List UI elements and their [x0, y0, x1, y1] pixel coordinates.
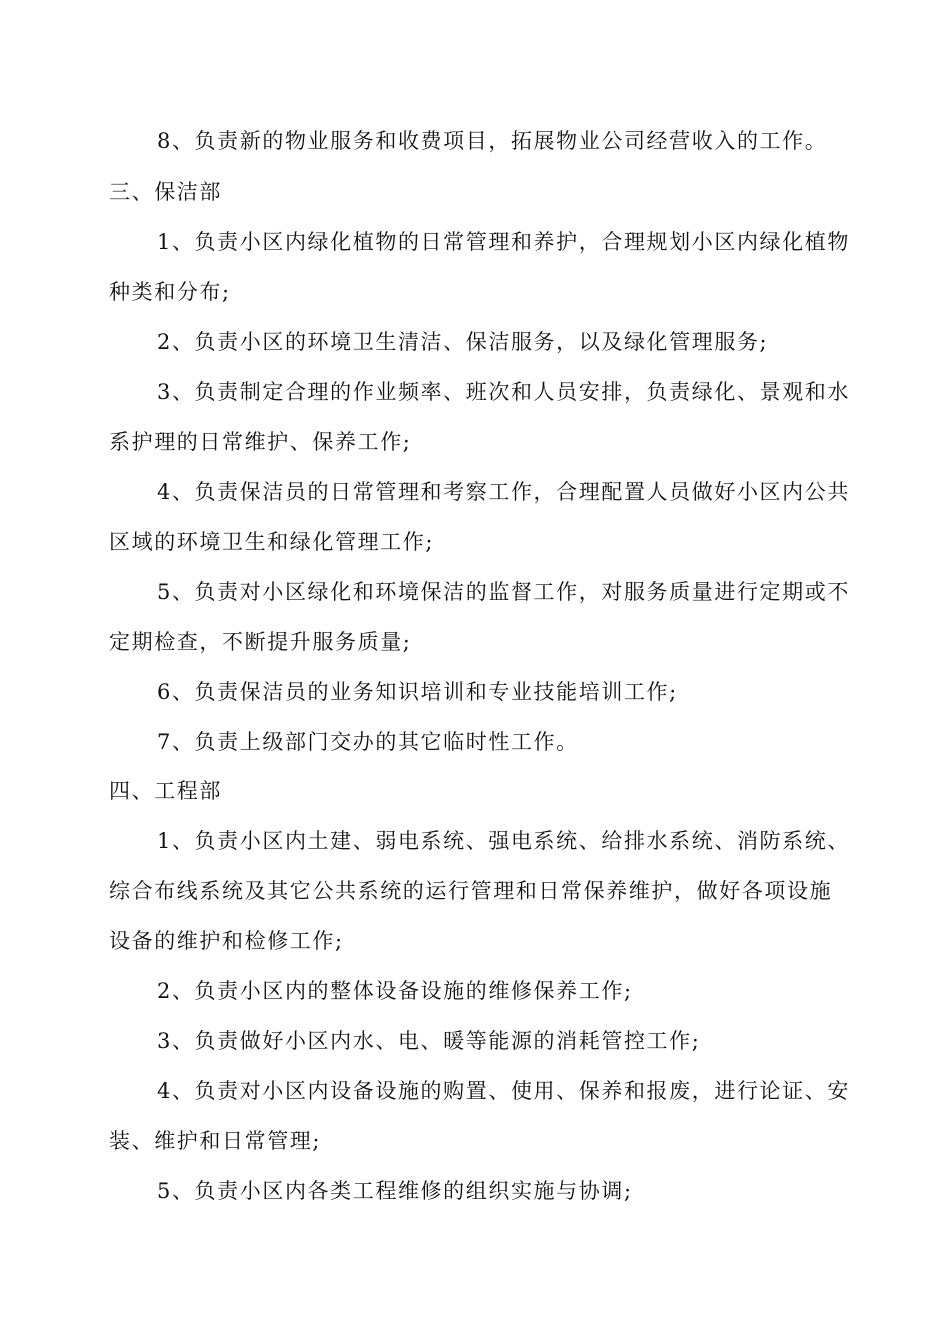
cleaning-item-5-line-1: 5、负责对小区绿化和环境保洁的监督工作，对服务质量进行定期或不: [157, 580, 850, 604]
cleaning-item-6-text: 6、负责保洁员的业务知识培训和专业技能培训工作;: [157, 680, 678, 704]
engineering-item-4-line-2: 装、维护和日常管理;: [109, 1129, 322, 1153]
item-8-text: 8、负责新的物业服务和收费项目，拓展物业公司经营收入的工作。: [157, 129, 828, 153]
engineering-item-1-line-3: 设备的维护和检修工作;: [109, 929, 344, 953]
cleaning-item-4-line-1: 4、负责保洁员的日常管理和考察工作，合理配置人员做好小区内公共: [157, 480, 850, 504]
cleaning-item-4-line-2: 区域的环境卫生和绿化管理工作;: [109, 530, 435, 554]
engineering-item-3-text: 3、负责做好小区内水、电、暖等能源的消耗管控工作;: [157, 1029, 701, 1053]
engineering-item-1-line-2: 综合布线系统及其它公共系统的运行管理和日常保养维护，做好各项设施: [109, 879, 833, 903]
cleaning-item-1-line-2: 种类和分布;: [109, 280, 231, 304]
cleaning-item-2-text: 2、负责小区的环境卫生清洁、保洁服务，以及绿化管理服务;: [157, 330, 769, 354]
cleaning-item-7-text: 7、负责上级部门交办的其它临时性工作。: [157, 730, 579, 754]
section-heading-cleaning: 三、保洁部: [109, 180, 222, 204]
engineering-item-1-line-1: 1、负责小区内土建、弱电系统、强电系统、给排水系统、消防系统、: [157, 829, 850, 853]
cleaning-item-3-line-1: 3、负责制定合理的作业频率、班次和人员安排，负责绿化、景观和水: [157, 380, 850, 404]
cleaning-item-5-line-2: 定期检查，不断提升服务质量;: [109, 630, 412, 654]
cleaning-item-3-line-2: 系护理的日常维护、保养工作;: [109, 430, 412, 454]
cleaning-item-1-line-1: 1、负责小区内绿化植物的日常管理和养护，合理规划小区内绿化植物: [157, 230, 850, 254]
engineering-item-2-text: 2、负责小区内的整体设备设施的维修保养工作;: [157, 979, 633, 1003]
engineering-item-5-text: 5、负责小区内各类工程维修的组织实施与协调;: [157, 1179, 633, 1203]
section-heading-engineering: 四、工程部: [109, 779, 222, 803]
engineering-item-4-line-1: 4、负责对小区内设备设施的购置、使用、保养和报废，进行论证、安: [157, 1079, 850, 1103]
